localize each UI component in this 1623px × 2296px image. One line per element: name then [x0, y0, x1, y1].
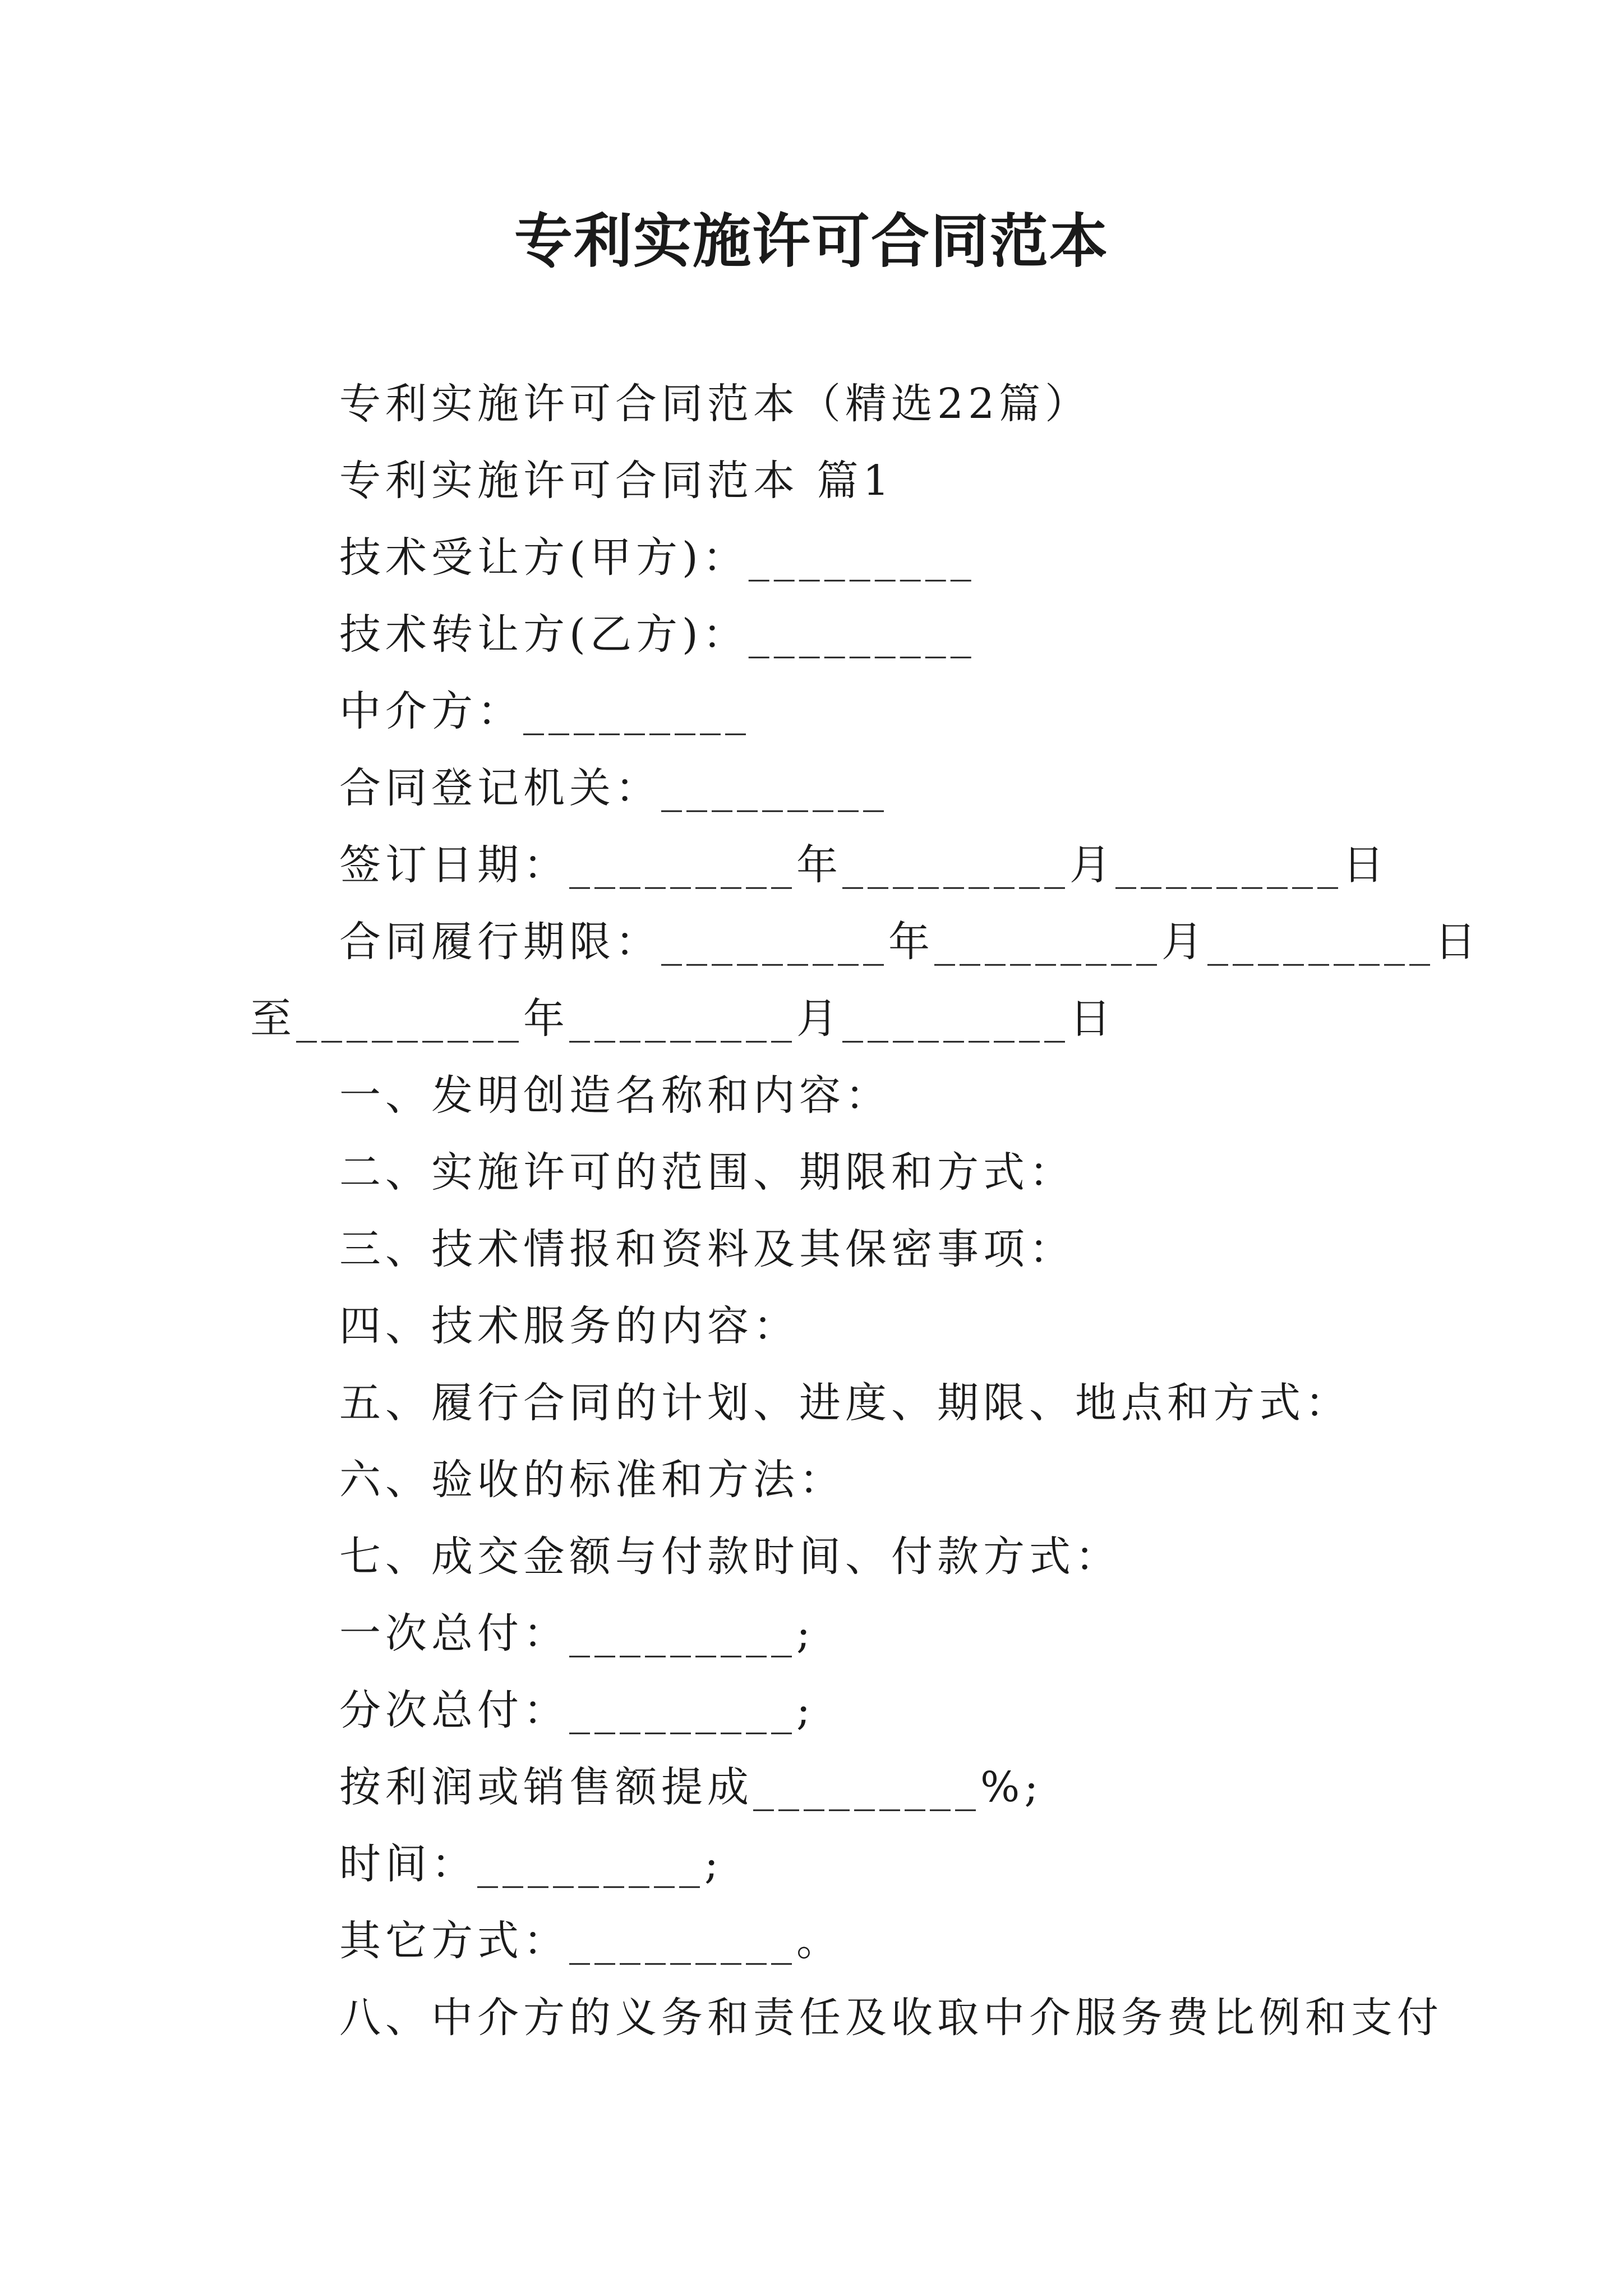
text-line: 五、履行合同的计划、进度、期限、地点和方式： [339, 1379, 1351, 1427]
document-title: 专利实施许可合同范本 [514, 206, 1109, 275]
text-line: 时间：_________; [339, 1840, 723, 1888]
text-line: 专利实施许可合同范本 篇1 [339, 457, 894, 505]
text-line: 技术受让方(甲方)：_________ [339, 533, 976, 582]
text-line: 专利实施许可合同范本（精选22篇） [339, 380, 1091, 428]
text-line: 中介方：_________ [339, 687, 750, 735]
text-line: 其它方式：_________。 [339, 1917, 842, 1965]
text-line: 合同登记机关：_________ [339, 764, 888, 812]
text-line: 七、成交金额与付款时间、付款方式： [339, 1533, 1121, 1581]
text-line: 六、验收的标准和方法： [339, 1456, 845, 1504]
text-line: 三、技术情报和资料及其保密事项： [339, 1225, 1075, 1273]
text-line: 至_________年_________月_________日 [250, 995, 1115, 1043]
text-line: 分次总付：_________; [339, 1686, 815, 1734]
text-line: 二、实施许可的范围、期限和方式： [339, 1148, 1075, 1197]
text-line: 四、技术服务的内容： [339, 1302, 799, 1350]
text-line: 八、中介方的义务和责任及收取中介服务费比例和支付 [339, 1994, 1443, 2042]
text-line: 签订日期：_________年_________月_________日 [339, 841, 1389, 889]
text-line: 一、发明创造名称和内容： [339, 1071, 891, 1120]
text-line: 一次总付：_________; [339, 1609, 815, 1658]
text-line: 合同履行期限：_________年_________月_________日 [339, 918, 1481, 966]
text-line: 按利润或销售额提成_________%; [339, 1763, 1043, 1811]
text-line: 技术转让方(乙方)：_________ [339, 610, 976, 659]
